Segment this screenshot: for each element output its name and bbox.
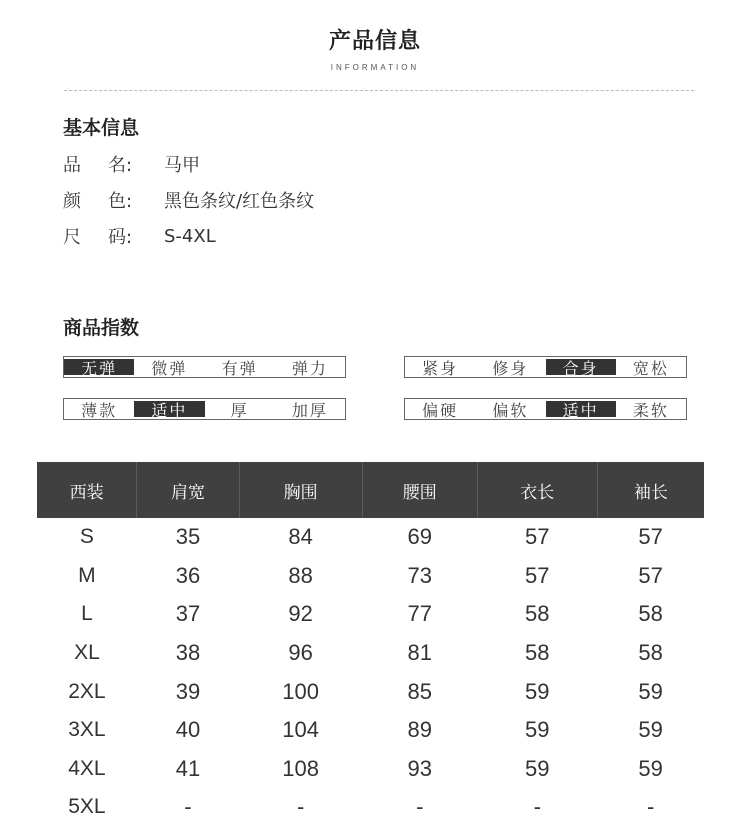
table-cell: 81 [407, 640, 432, 666]
info-value: 马甲 [164, 155, 200, 176]
table-cell: 93 [407, 755, 432, 781]
table-header-row [37, 462, 704, 518]
table-cell: - [646, 794, 655, 820]
table-cell: 59 [525, 755, 550, 781]
table-cell: 88 [288, 562, 313, 588]
table-cell: 58 [638, 601, 663, 627]
table-cell: 73 [407, 562, 432, 588]
table-cell: 41 [175, 755, 201, 781]
info-value: S-4XL [164, 225, 216, 247]
scale-option: 偏硬 [422, 400, 459, 420]
table-cell: 57 [638, 562, 663, 588]
table-cell: 39 [175, 678, 201, 704]
table-cell: - [533, 794, 541, 820]
table-cell: 37 [175, 601, 201, 627]
basic-info-title: 基本信息 [63, 117, 140, 139]
fit-scale [404, 356, 687, 378]
table-cell: 89 [407, 717, 432, 743]
table-row [37, 518, 704, 557]
size-label-cell: 4XL [68, 756, 106, 780]
table-cell: 36 [175, 562, 201, 588]
size-label-cell: XL [74, 641, 100, 665]
table-cell: 96 [288, 640, 313, 666]
size-label-cell: 3XL [68, 718, 106, 742]
scale-option-selected: 无弹 [64, 359, 134, 375]
size-label-cell: 5XL [68, 795, 106, 819]
table-cell: 40 [175, 717, 201, 743]
elasticity-scale [63, 356, 346, 378]
page-header [0, 24, 750, 72]
table-cell: 77 [407, 601, 432, 627]
info-row-color [63, 186, 314, 214]
scale-option: 偏软 [492, 400, 529, 420]
table-cell: 108 [282, 755, 319, 781]
table-cell: 58 [638, 640, 663, 666]
info-key-char: 色: [108, 191, 133, 212]
info-row-name [63, 150, 200, 178]
table-cell: 59 [525, 717, 550, 743]
table-cell: 85 [407, 678, 432, 704]
scale-option: 柔软 [632, 400, 669, 420]
table-cell: - [296, 794, 305, 820]
softness-scale [404, 398, 687, 420]
size-table [37, 462, 704, 827]
table-header-cell: 西装 [37, 462, 137, 518]
page-subtitle: INFORMATION [330, 63, 420, 72]
table-row [37, 750, 704, 789]
table-cell: 84 [288, 524, 313, 550]
table-cell: 57 [525, 524, 550, 550]
scale-option: 有弹 [221, 358, 258, 378]
size-label-cell: S [79, 525, 94, 549]
size-label-cell: M [78, 563, 96, 587]
table-cell: 69 [407, 524, 432, 550]
product-index-title: 商品指数 [63, 317, 140, 339]
table-cell: 57 [525, 562, 550, 588]
table-header-cell: 腰围 [362, 462, 477, 518]
info-key-char: 码: [108, 227, 133, 248]
table-row [37, 672, 704, 711]
table-cell: 59 [638, 717, 663, 743]
table-header-cell: 胸围 [239, 462, 362, 518]
table-cell: 92 [288, 601, 313, 627]
scale-option: 宽松 [632, 358, 669, 378]
scale-option: 紧身 [422, 358, 459, 378]
table-cell: 38 [175, 640, 201, 666]
scale-option: 弹力 [291, 358, 328, 378]
table-cell: 58 [525, 640, 550, 666]
table-row [37, 711, 704, 750]
table-cell: 59 [525, 678, 550, 704]
scale-option: 修身 [492, 358, 529, 378]
table-header-cell: 衣长 [477, 462, 597, 518]
scale-option: 加厚 [291, 400, 328, 420]
scale-option-selected: 适中 [546, 401, 616, 417]
header-divider [64, 90, 694, 91]
info-key-char: 尺 [63, 227, 81, 248]
scale-option: 厚 [230, 400, 249, 420]
scale-option-selected: 适中 [134, 401, 204, 417]
table-cell: - [416, 794, 424, 820]
table-header-cell: 袖长 [597, 462, 704, 518]
thickness-scale [63, 398, 346, 420]
page-title: 产品信息 [328, 29, 421, 54]
info-key-char: 颜 [63, 191, 81, 212]
table-header-cell: 肩宽 [137, 462, 239, 518]
scale-option: 微弹 [151, 358, 188, 378]
info-value: 黑色条纹/红色条纹 [164, 191, 315, 212]
table-cell: 100 [282, 678, 319, 704]
table-cell: - [184, 794, 192, 820]
table-cell: 35 [175, 524, 201, 550]
table-row [37, 595, 704, 634]
table-row [37, 788, 704, 827]
table-cell: 59 [638, 755, 663, 781]
scale-option: 薄款 [81, 400, 118, 420]
table-row [37, 634, 704, 673]
table-cell: 104 [282, 717, 319, 743]
table-row [37, 557, 704, 596]
table-cell: 58 [525, 601, 550, 627]
scale-option-selected: 合身 [546, 359, 616, 375]
info-key-char: 名: [108, 155, 133, 176]
table-cell: 57 [638, 524, 663, 550]
info-key-char: 品 [63, 155, 81, 176]
size-label-cell: 2XL [68, 679, 106, 703]
info-row-size [63, 222, 216, 250]
size-label-cell: L [81, 602, 93, 626]
table-cell: 59 [638, 678, 663, 704]
